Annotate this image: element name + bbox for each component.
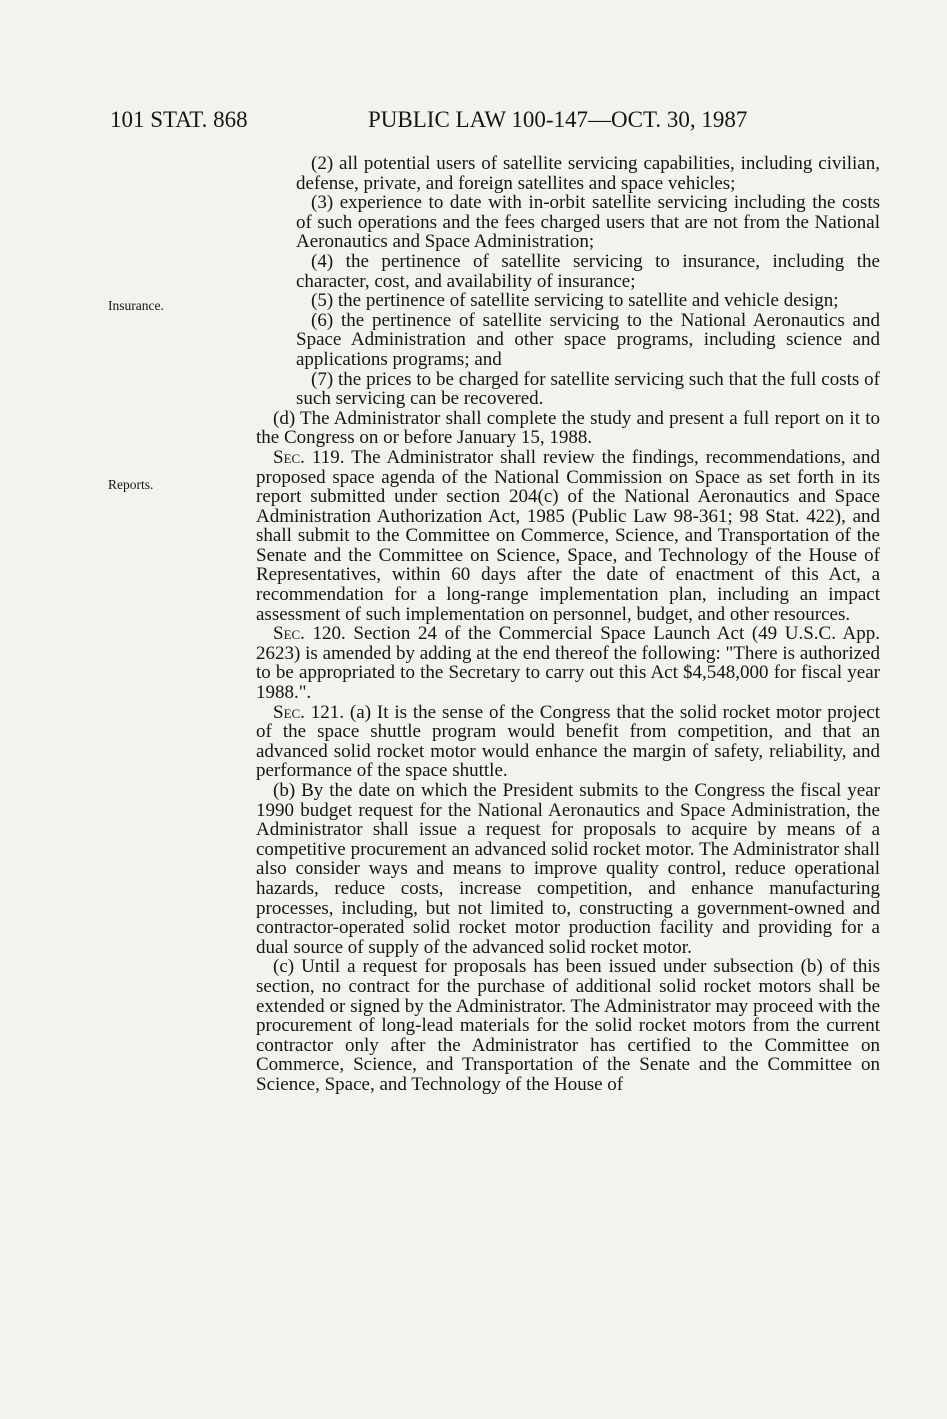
- paragraph-item-4: (4) the pertinence of satellite servicing to insurance, including the character, cost, and availability of insurance;: [296, 250, 880, 292]
- paragraph-item-3: (3) experience to date with in-orbit satellite servicing including the costs of such operations and the fees charged users that are not from the National Aeronautics and Space Administration;: [296, 192, 880, 253]
- section-120-label: Sec. 120.: [273, 623, 346, 645]
- margin-note-reports: Reports.: [108, 477, 154, 492]
- section-121-text: (a) It is the sense of the Congress that the solid rocket motor project of the space shuttle program would benefit from competition, and that an advanced solid rocket motor would enhance the margin of safety, reliability, and performance of the space shuttle.: [256, 701, 880, 782]
- section-120-text: Section 24 of the Commercial Space Launch Act (49 U.S.C. App. 2623) is amended by adding at the end thereof the following: "There is authorized to be appropriated to the Secretary to carry out this Act $4,548,000 for fiscal year 1988.".: [256, 623, 880, 704]
- document-body: [256, 154, 880, 1095]
- paragraph-b: (b) By the date on which the President submits to the Congress the fiscal year 1990 budget request for the National Aeronautics and Space Administration, the Administrator shall issue a request for proposals to acquire by means of a competitive procurement an advanced solid rocket motor. The Administrator shall also consider ways and means to improve quality control, reduce operational hazards, reduce costs, increase competition, and enhance manufacturing processes, including, but not limited to, constructing a government-owned and contractor-operated solid rocket motor production facility and providing for a dual source of supply of the advanced solid rocket motor.: [256, 780, 880, 958]
- section-120: [256, 624, 880, 702]
- section-119: [256, 448, 880, 624]
- section-121: [256, 703, 880, 781]
- paragraph-item-2: (2) all potential users of satellite servicing capabilities, including civilian, defense, private, and foreign satellites and space vehicles;: [296, 153, 880, 194]
- paragraph-item-6: (6) the pertinence of satellite servicing to the National Aeronautics and Space Administration and other space programs, including science and applications programs; and: [296, 309, 880, 370]
- paragraph-item-5: (5) the pertinence of satellite servicing to satellite and vehicle design;: [311, 290, 839, 312]
- section-119-label: Sec. 119.: [273, 446, 345, 468]
- paragraph-item-7: (7) the prices to be charged for satellite servicing such that the full costs of such servicing can be recovered.: [296, 368, 880, 410]
- paragraph-c: (c) Until a request for proposals has been issued under subsection (b) of this section, no contract for the purchase of additional solid rocket motors shall be extended or signed by the Administrator. The Administrator may proceed with the procurement of long-lead materials for the solid rocket motors from the current contractor only after the Administrator has certified to the Committee on Commerce, Science, and Transportation of the Senate and the Committee on Science, Space, and Technology of the House of: [256, 956, 880, 1095]
- margin-note-insurance: Insurance.: [108, 298, 164, 313]
- page-header: [110, 103, 790, 137]
- section-121-label: Sec. 121.: [273, 701, 345, 723]
- section-119-text: The Administrator shall review the findings, recommendations, and proposed space agenda of the National Commission on Space as set forth in its report submitted under section 204(c) of the National Aeronautics and Space Administration Authorization Act, 1985 (Public Law 98-361; 98 Stat. 422), and shall submit to the Committee on Commerce, Science, and Transportation of the Senate and the Committee on Science, Space, and Technology of the House of Representatives, within 60 days after the date of enactment of this Act, a recommendation for a long-range implementation plan, including an impact assessment of such implementation on personnel, budget, and other resources.: [256, 446, 880, 625]
- law-title: PUBLIC LAW 100-147—OCT. 30, 1987: [368, 107, 748, 132]
- page-reference: 101 STAT. 868: [110, 107, 248, 132]
- paragraph-d: (d) The Administrator shall complete the study and present a full report on it to the Congress on or before January 15, 1988.: [256, 407, 880, 449]
